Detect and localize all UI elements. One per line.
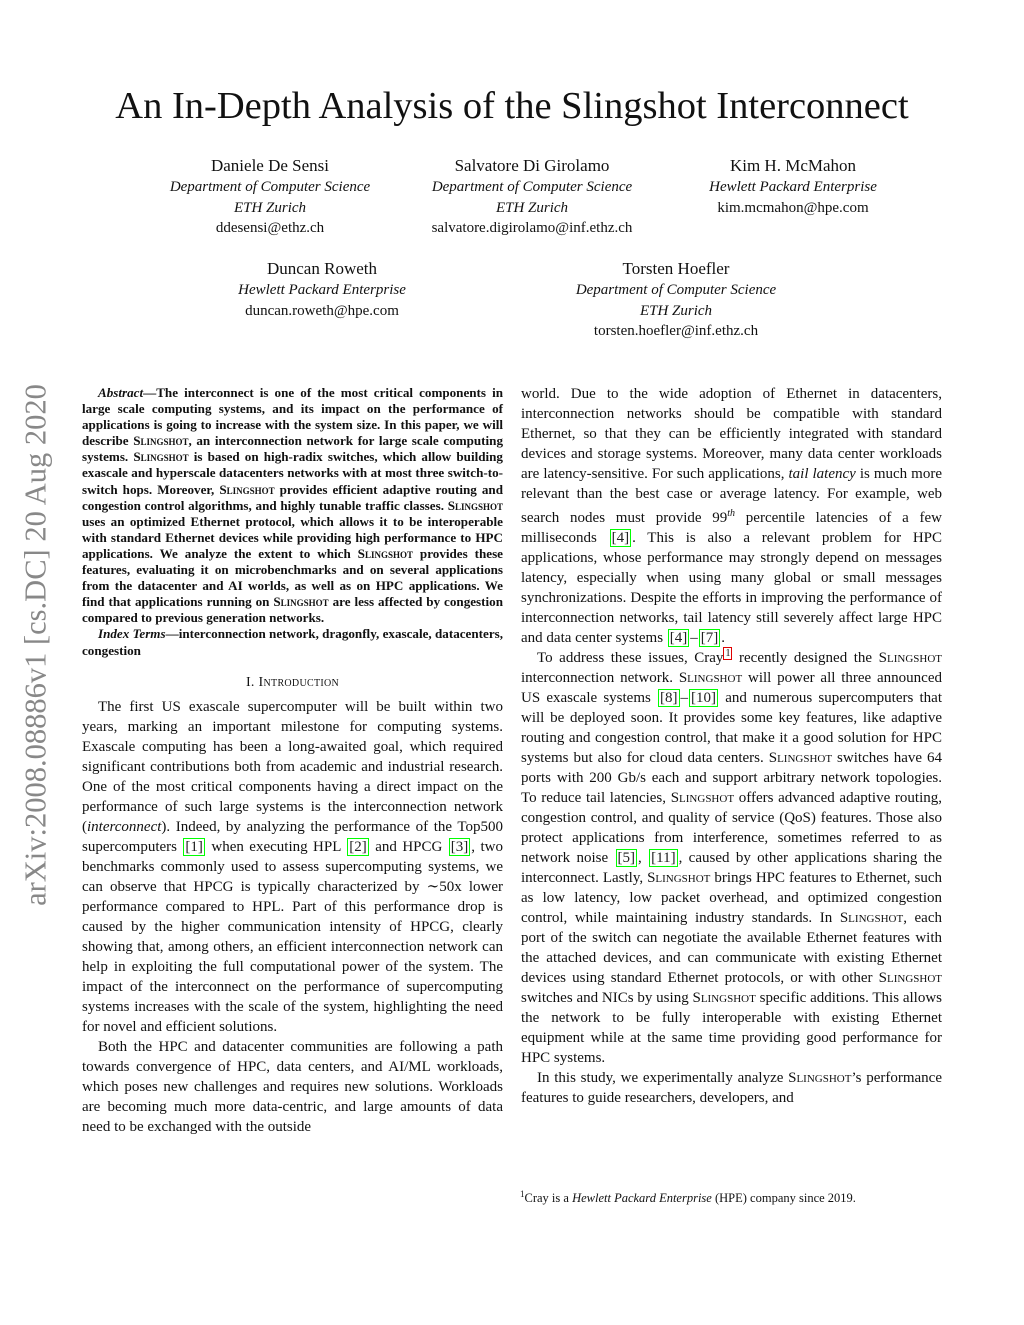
footnote <box>520 1186 942 1206</box>
citation-link[interactable]: [7] <box>700 630 719 646</box>
author-affiliation: Department of Computer Science <box>575 282 777 298</box>
abstract-text: —The interconnect is one of the most critical components in large scale computing systems, and its impact on the performance of applications is going to increase with the system size. In this paper, we will describe <box>82 385 503 449</box>
body-text: will power all three announced US exascale systems <box>521 670 942 706</box>
body-text: ). Indeed, by analyzing the performance of the Top500 supercomputers <box>82 818 503 855</box>
arxiv-id: arXiv:2008.08886v1 [cs.DC] 20 Aug 2020 <box>18 384 53 906</box>
section-number: I. <box>245 674 255 690</box>
author-name: Kim H. McMahon <box>729 156 857 175</box>
body-text: ’s performance features to guide researchers, developers, and <box>521 1070 942 1106</box>
citation-link[interactable]: [1] <box>185 838 203 855</box>
intro-paragraph-2 <box>82 1037 503 1137</box>
citation-link[interactable]: [5] <box>617 850 636 866</box>
author-institution: ETH Zurich <box>495 199 569 216</box>
slingshot-term: Slingshot <box>678 670 743 686</box>
body-text: and HPCG <box>369 838 448 855</box>
right-paragraph-1 <box>521 384 942 648</box>
slingshot-term: Slingshot <box>133 449 189 465</box>
slingshot-term: Slingshot <box>273 594 329 610</box>
slingshot-term: Slingshot <box>647 870 711 886</box>
slingshot-term: Slingshot <box>447 497 503 513</box>
slingshot-term: Slingshot <box>219 481 275 497</box>
body-text: interconnection network. <box>521 670 679 686</box>
index-terms-text: —interconnection network, dragonfly, exascale, datacenters, congestion <box>82 626 503 658</box>
body-text: To address these issues, Cray <box>537 650 724 666</box>
citation-link[interactable]: [4] <box>669 630 688 646</box>
body-text: . <box>721 630 726 646</box>
author-name: Salvatore Di Girolamo <box>454 156 610 175</box>
body-text: switches have 64 ports with 200 Gb/s each and support arbitrary network topologies. To reduce tail latencies, <box>521 750 942 806</box>
body-text: specific additions. This allows the network to be fully interoperable with existing Ethernet equipment while at the same time providing good performance for HPC systems. <box>521 990 942 1066</box>
author-email[interactable]: torsten.hoefler@inf.ethz.ch <box>593 323 759 339</box>
body-text: In this study, we experimentally analyze <box>537 1070 789 1086</box>
author-block-5 <box>526 258 826 342</box>
footnote-text: (HPE) company since 2019. <box>711 1191 856 1206</box>
citation-link[interactable]: [3] <box>450 838 469 855</box>
citation-link[interactable]: [11] <box>651 850 676 866</box>
citation-link[interactable]: [8] <box>660 690 678 706</box>
body-text: , each port of the switch can negotiate the available Ethernet features with the attached devices, and can communicate with existing Ethernet devices using standard Ethernet protocols, or with other <box>521 910 943 986</box>
body-text: percentile latencies of a few milliseconds <box>521 510 942 546</box>
slingshot-term: Slingshot <box>768 750 833 766</box>
body-text: brings HPC features to Ethernet, such as low latency, low packet overhead, and optimized congestion control, while maintaining industry standards. In <box>521 870 942 926</box>
author-email[interactable]: ddesensi@ethz.ch <box>215 220 325 236</box>
section-heading <box>82 673 503 693</box>
author-institution: ETH Zurich <box>639 302 713 319</box>
body-text: when executing HPL <box>205 838 347 855</box>
slingshot-term: Slingshot <box>670 790 735 806</box>
citation-link[interactable]: [2] <box>349 838 367 855</box>
right-paragraph-2 <box>521 648 942 1068</box>
arxiv-stamp <box>14 345 58 945</box>
author-block-4 <box>172 258 472 321</box>
footnote-link[interactable]: 1 <box>725 648 731 659</box>
body-text: world. Due to the wide adoption of Ethernet in datacenters, interconnection networks should be compatible with standard Ethernet, so that they can be efficiently integrated with standard devices and storage systems. Moreover, many data center workloads are latency-sensitive. For such applications, <box>521 386 942 482</box>
abstract-label: Abstract <box>98 385 144 400</box>
author-block-3 <box>643 155 943 218</box>
author-name: Duncan Roweth <box>266 259 377 278</box>
author-affiliation: Department of Computer Science <box>431 179 633 195</box>
abstract-text: uses an optimized Ethernet protocol, which allows it to be interoperable with standard Ethernet devices while providing high performance to HPC applications. We analyze the extent to which <box>82 513 503 561</box>
right-paragraph-3 <box>521 1068 942 1108</box>
slingshot-term: Slingshot <box>133 433 189 449</box>
author-block-1 <box>120 155 420 239</box>
body-text: switches and NICs by using <box>521 990 693 1006</box>
abstract <box>82 385 503 659</box>
slingshot-term: Slingshot <box>692 990 756 1006</box>
abstract-text: provides efficient adaptive routing and congestion control algorithms, and highly tunable traffic classes. <box>82 481 503 513</box>
slingshot-term: Slingshot <box>357 545 413 561</box>
citation-link[interactable]: [10] <box>691 690 717 706</box>
body-text: Both the HPC and datacenter communities are following a path towards convergence of HPC, data centers, and AI/ML workloads, which poses new challenges and requires new solutions. Workloads are becoming much more data-centric, and large amounts of data need to be exchanged with the outside <box>82 1038 503 1135</box>
emphasis-text: tail latency <box>788 466 856 482</box>
slingshot-term: Slingshot <box>839 910 904 926</box>
paper-title: An In-Depth Analysis of the Slingshot Interconnect <box>115 85 909 127</box>
section-title: Introduction <box>258 674 340 690</box>
range-dash: – <box>690 630 698 646</box>
body-text: recently designed the <box>732 650 879 666</box>
body-text: and numerous supercomputers that will be deployed soon. It provides some key features, like adaptive routing and congestion control, that make it a good solution for HPC systems but also for cloud data centers. <box>521 690 943 766</box>
range-dash: – <box>680 690 689 706</box>
slingshot-term: Slingshot <box>788 1070 852 1086</box>
body-text: is much more relevant than the best case or average latency. For example, web search nodes must provide 99 <box>521 466 942 526</box>
author-affiliation: Department of Computer Science <box>169 179 371 195</box>
author-block-2 <box>382 155 682 239</box>
body-text: . This is also a relevant problem for HPC applications, whose performance may strongly depend on messages latency, especially when using many global or small messages synchronizations. Despite the efforts in improving the performance of interconnection networks, tail latency still severely affect large HPC and data center systems <box>521 530 942 646</box>
index-terms <box>82 626 503 658</box>
footnote-emphasis: Hewlett Packard Enterprise <box>572 1191 712 1206</box>
abstract-text: , an interconnection network for large scale computing systems. <box>82 433 503 465</box>
citation-link[interactable]: [4] <box>611 530 630 546</box>
author-email[interactable]: duncan.roweth@hpe.com <box>245 302 399 319</box>
right-column <box>521 384 942 1108</box>
author-affiliation: Hewlett Packard Enterprise <box>238 282 406 298</box>
body-text: The first US exascale supercomputer will be built within two years, marking an important milestone for computing systems. Exascale computing has been a long-awaited goal, which required significant contributions both from academic and industrial research. One of the most critical components having a direct impact on the performance of such large systems is the interconnection network ( <box>82 698 503 835</box>
slingshot-term: Slingshot <box>878 650 942 666</box>
author-affiliation: Hewlett Packard Enterprise <box>709 179 877 195</box>
left-column <box>82 385 503 1137</box>
body-text: , caused by other applications sharing the interconnect. Lastly, <box>521 850 942 886</box>
author-email[interactable]: salvatore.digirolamo@inf.ethz.ch <box>431 220 633 236</box>
slingshot-term: Slingshot <box>878 970 942 986</box>
intro-paragraph-1 <box>82 697 503 1037</box>
index-terms-label: Index Terms <box>98 626 166 642</box>
author-name: Torsten Hoefler <box>622 259 730 278</box>
author-name: Daniele De Sensi <box>210 156 330 175</box>
author-email[interactable]: kim.mcmahon@hpe.com <box>717 199 869 216</box>
author-institution: ETH Zurich <box>233 199 307 216</box>
abstract-text: are less affected by congestion compared to previous generation networks. <box>82 594 503 626</box>
abstract-text: provides these features, evaluating it on microbenchmarks and on several applications from the datacenter and AI worlds, as well as on HPC applications. We find that applications running on <box>82 545 503 610</box>
abstract-text: is based on high-radix switches, which allow building exascale and hyperscale datacenters networks with at most three switch-to-switch hops. Moreover, <box>82 449 503 497</box>
footnote-mark: 1 <box>520 1189 525 1199</box>
body-text: , two benchmarks commonly used to assess supercomputing systems, we can observe that HPCG is typically characterized by ∼50x lower performance compared to HPL. Part of this performance drop is caused by the higher communication intensity of HPCG, clearly showing that, among others, an efficient interconnection network can help in exploiting the full computational power of the system. The impact of the interconnect on the performance of supercomputing systems increases with the scale of the system, highlighting the need for novel and efficient solutions. <box>82 838 503 1035</box>
superscript: th <box>727 508 736 519</box>
emphasis-text: interconnect <box>87 818 162 835</box>
footnote-text: Cray is a <box>524 1191 573 1206</box>
body-text: , <box>638 850 649 866</box>
body-text: offers advanced adaptive routing, congestion control, and quality of service (QoS) features. Those also protect applications from interference, sometimes referred to as network noise <box>521 790 943 866</box>
